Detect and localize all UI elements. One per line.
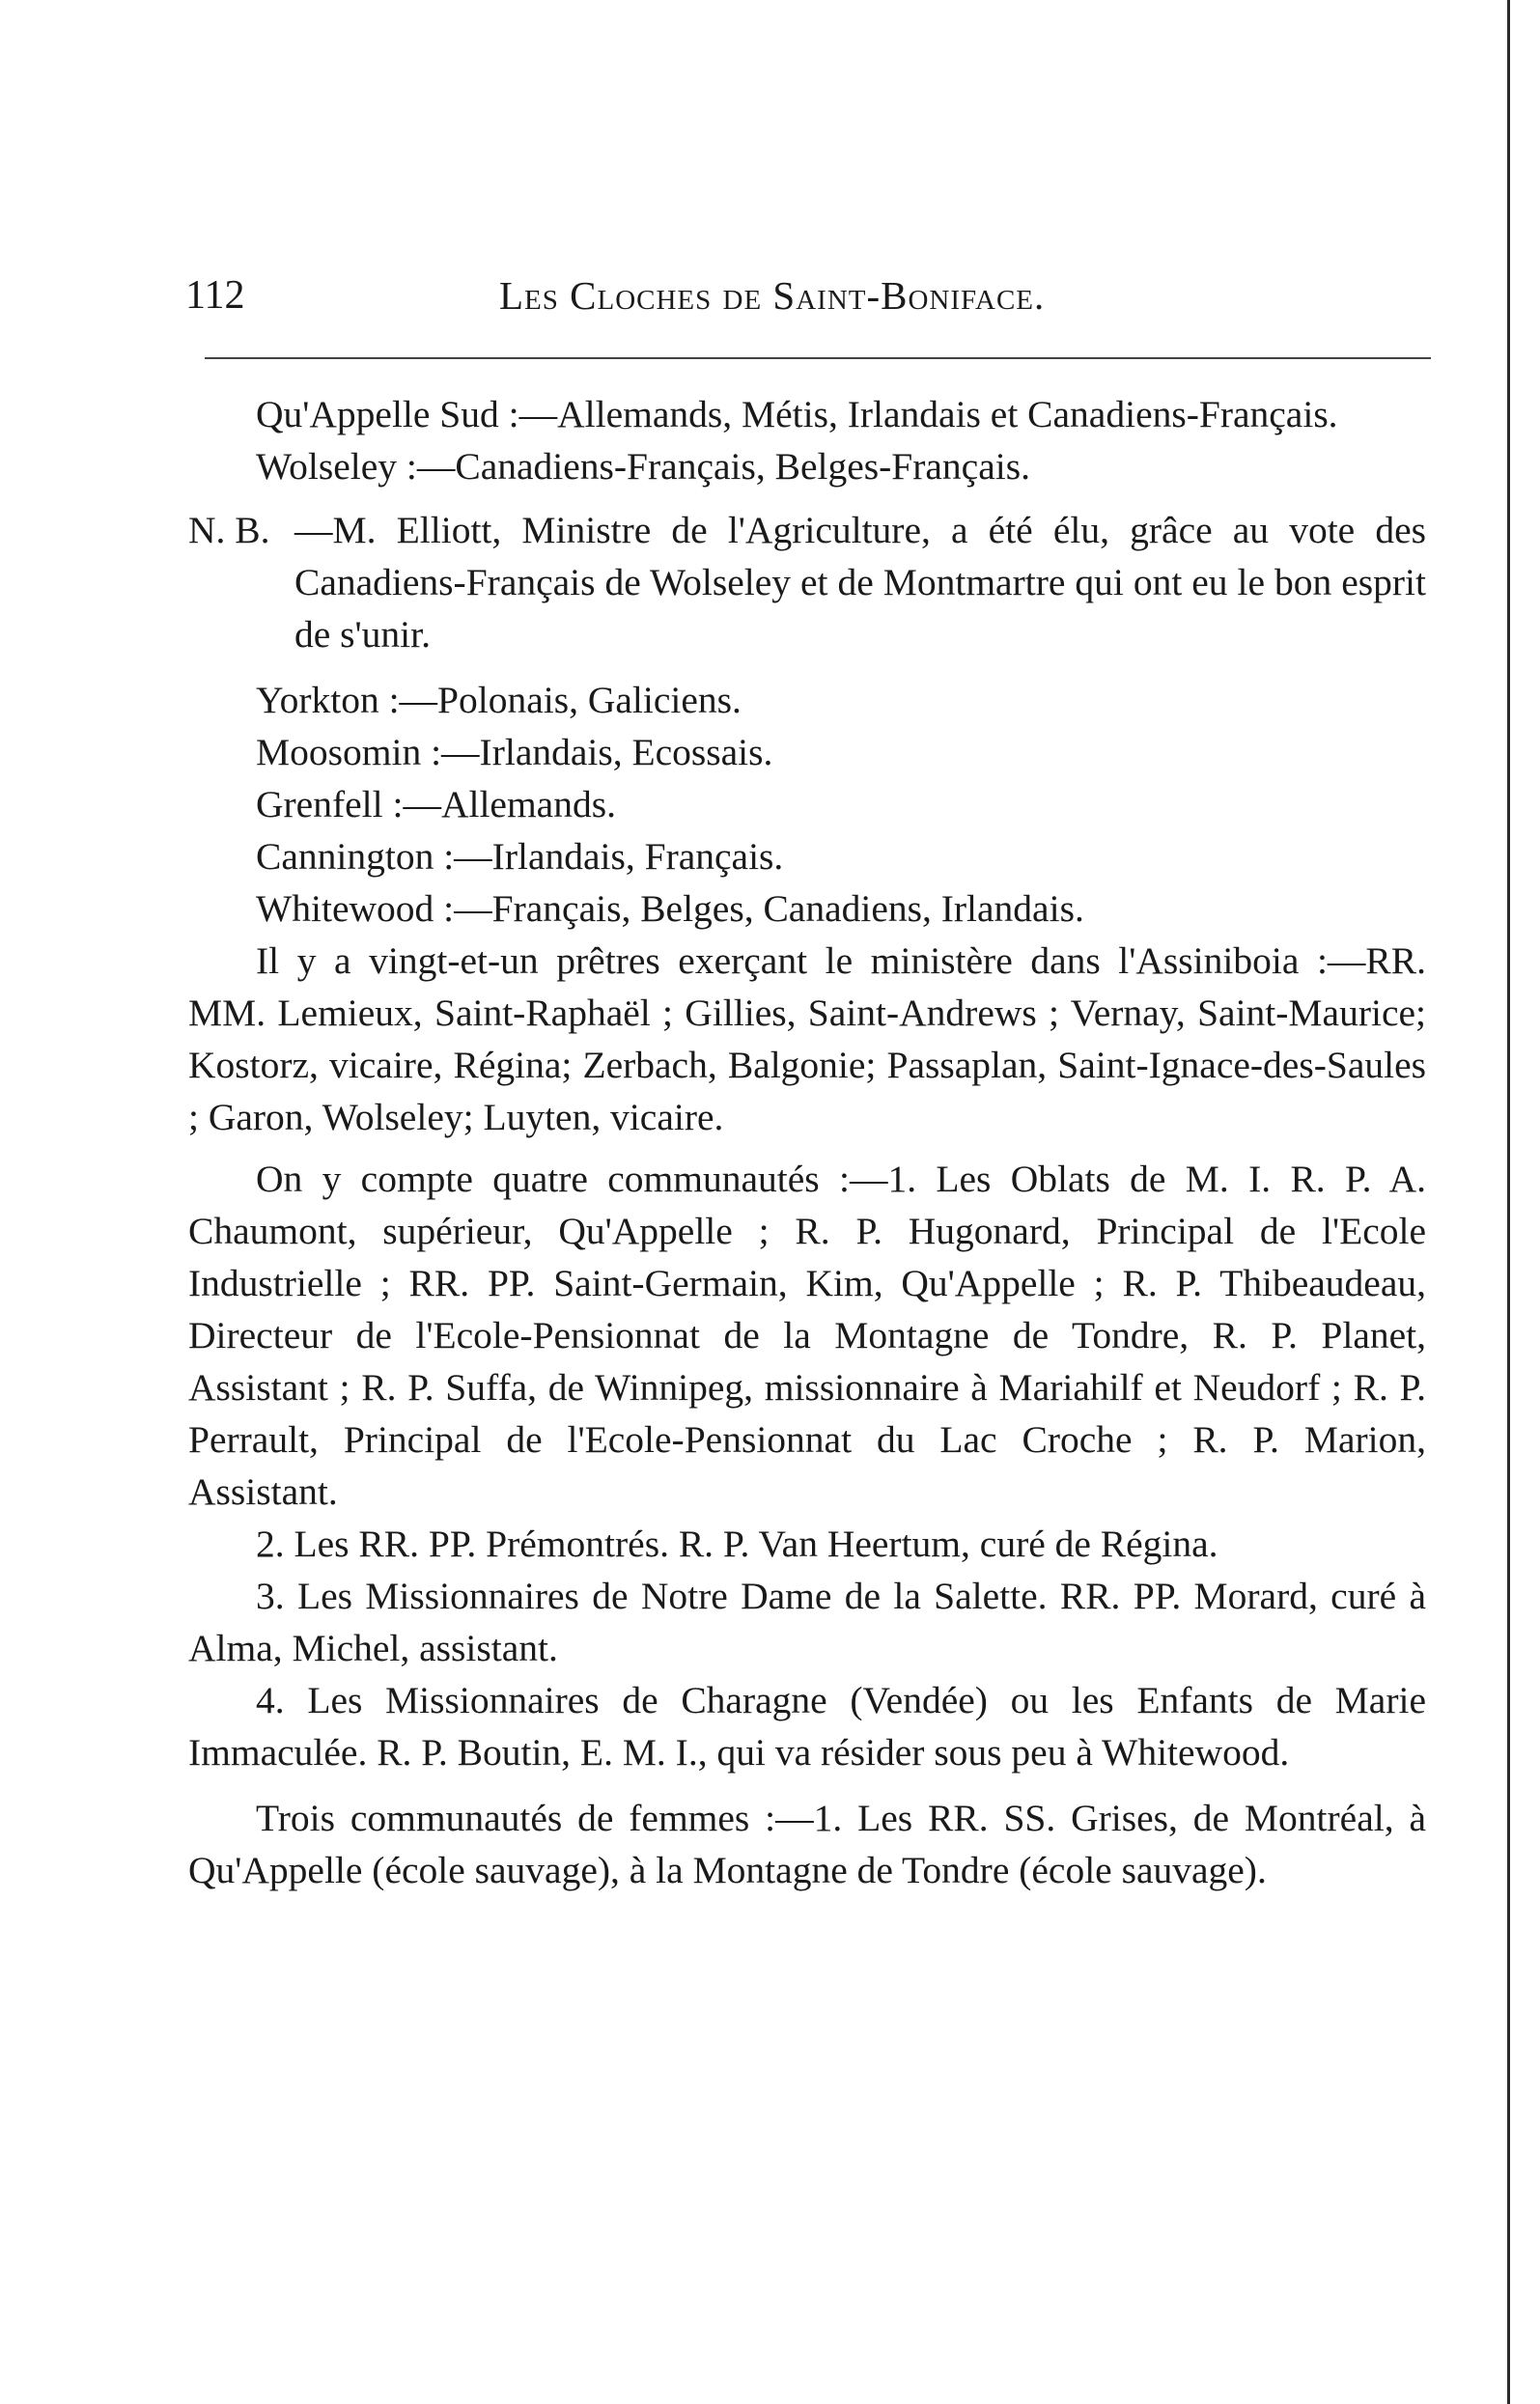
paragraph-premontres: 2. Les RR. PP. Prémontrés. R. P. Van Heertum, curé de Régina. <box>256 1523 1218 1565</box>
paragraph-quappelle-sud: Qu'Appelle Sud :—Allemands, Métis, Irlandais et Canadiens-Français. <box>256 393 1338 435</box>
nota-bene-label: N. B. <box>188 509 270 551</box>
list-item: Cannington :—Irlandais, Français. <box>256 835 784 878</box>
paragraph-charagne: 4. Les Missionnaires de Charagne (Vendée) ou les Enfants de Marie Immaculée. R. P. Boutin, E. M. I., qui va résider sous peu à Whitewood. <box>188 1679 1426 1774</box>
paragraph-salette: 3. Les Missionnaires de Notre Dame de la Salette. RR. PP. Morard, curé à Alma, Michel, assistant. <box>188 1575 1426 1669</box>
page-edge-line <box>1507 0 1510 2404</box>
list-item: Yorkton :—Polonais, Galiciens. <box>256 679 742 721</box>
running-title: Les Cloches de Saint-Boniface. <box>499 273 1046 318</box>
list-item: Whitewood :—Français, Belges, Canadiens, Irlandais. <box>256 887 1084 930</box>
paragraph-communities: On y compte quatre communautés :—1. Les Oblats de M. I. R. P. A. Chaumont, supérieur, Qu'Appelle ; R. P. Hugonard, Principal de l'Ecole Industrielle ; RR. PP. Saint-Germain, Kim, Qu'Appelle ; R. P. Thibeaudeau, Directeur de l'Ecole-Pensionnat de la Montagne de Tondre, R. P. Planet, Assistant ; R. P. Suffa, de Winnipeg, missionnaire à Mariahilf et Neudorf ; R. P. Perrault, Principal de l'Ecole-Pensionnat du Lac Croche ; R. P. Marion, Assistant. <box>188 1158 1426 1513</box>
page-body <box>188 388 1426 1896</box>
nota-bene-text: —M. Elliott, Ministre de l'Agriculture, a été élu, grâce au vote des Canadiens-Français de Wolseley et de Montmartre qui ont eu le bon esprit de s'unir. <box>294 509 1426 656</box>
paragraph-women-communities: Trois communautés de femmes :—1. Les RR. SS. Grises, de Montréal, à Qu'Appelle (école sauvage), à la Montagne de Tondre (école sauvage). <box>188 1797 1426 1891</box>
list-item: Grenfell :—Allemands. <box>256 783 616 825</box>
page-number: 112 <box>185 273 245 318</box>
nota-bene-paragraph <box>188 504 1426 660</box>
running-header <box>185 266 1151 324</box>
header-rule <box>205 357 1431 359</box>
paragraph-wolseley: Wolseley :—Canadiens-Français, Belges-Français. <box>256 445 1030 488</box>
list-item: Moosomin :—Irlandais, Ecossais. <box>256 731 773 773</box>
paragraph-priests: Il y a vingt-et-un prêtres exerçant le ministère dans l'Assiniboia :—RR. MM. Lemieux, Saint-Raphaël ; Gillies, Saint-Andrews ; Vernay, Saint-Maurice; Kostorz, vicaire, Régina; Zerbach, Balgonie; Passaplan, Saint-Ignace-des-Saules ; Garon, Wolseley; Luyten, vicaire. <box>188 939 1426 1138</box>
